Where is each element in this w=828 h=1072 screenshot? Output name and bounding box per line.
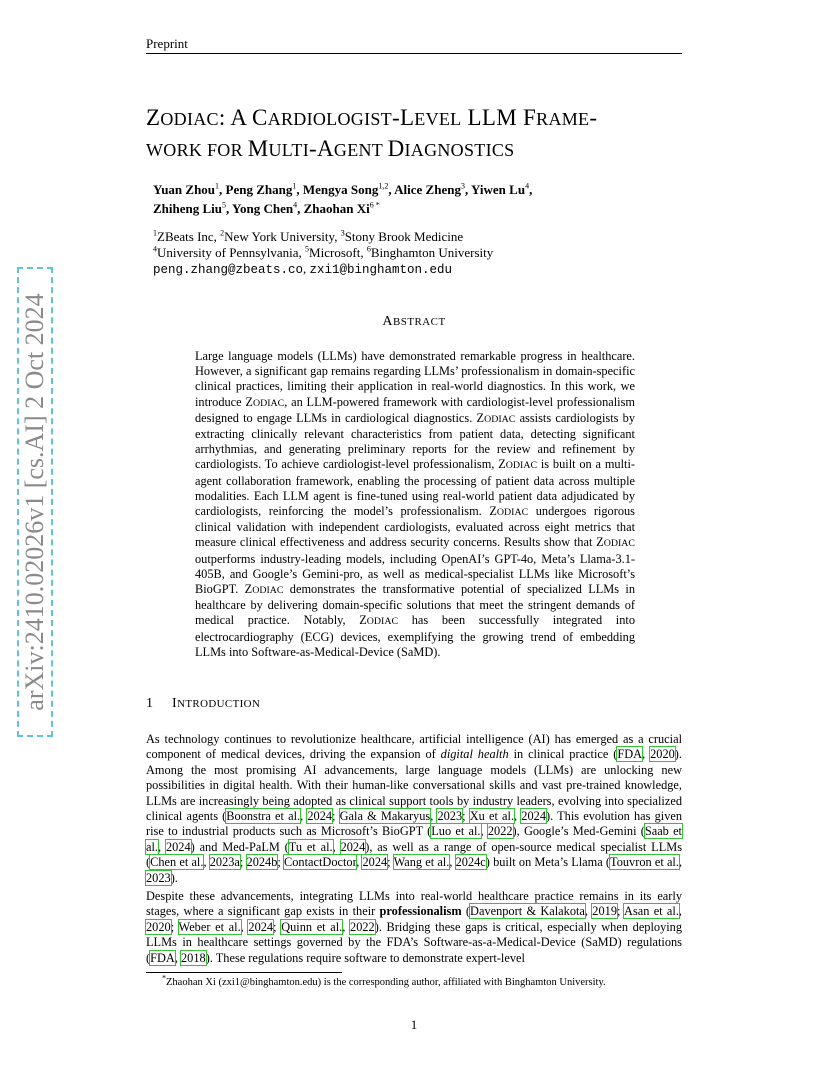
paragraph-text: ,: [678, 855, 683, 870]
affiliation-name: Binghamton University: [370, 245, 494, 260]
paragraph-text: professionalism: [379, 904, 462, 919]
paragraph-text: in clinical practice (: [508, 747, 618, 762]
citation-link[interactable]: 2020: [650, 747, 675, 762]
title-segment: IAGNOSTICS: [404, 140, 515, 160]
citation-link[interactable]: FDA: [150, 950, 175, 965]
author-affiliation-mark: 5: [222, 200, 227, 210]
citation-link[interactable]: 2024b: [246, 855, 278, 870]
author-list: [153, 180, 673, 218]
paragraph-text: ). These regulations require software to demonstrate expert-level: [205, 950, 525, 965]
paper-title: [146, 103, 686, 165]
paragraph-text: ,: [642, 747, 651, 762]
citation-link[interactable]: Weber et al.: [178, 919, 241, 934]
paragraph-text: ,: [332, 839, 341, 854]
paragraph-text: ,: [342, 919, 351, 934]
paragraph-text: ,: [584, 904, 593, 919]
framework-name: Z: [498, 457, 506, 472]
title-segment: LLM F: [461, 105, 537, 130]
citation-link[interactable]: Wang et al.: [393, 855, 450, 870]
affiliations: [153, 229, 673, 278]
author-separator: ,: [296, 182, 303, 197]
author-affiliation-mark: 1: [292, 181, 297, 191]
paragraph-text: ,: [356, 855, 363, 870]
paragraph-text: ). Among the most promising AI advancements, large language models (LLMs) are unlocking new possibilities in digital health. With their human-like conversational skills and vast pre-trained knowledge, LLMs are increasingly being adopted as clinical support tools by industry leaders, evolving into specialized clinical agents (: [146, 747, 682, 824]
email-address[interactable]: peng.zhang@zbeats.co: [153, 263, 304, 277]
author-affiliation-mark: 4: [525, 181, 530, 191]
citation-link[interactable]: 2024: [362, 855, 388, 870]
citation-link[interactable]: 2023a: [209, 855, 240, 870]
framework-name: Z: [489, 504, 497, 519]
paragraph-text: ,: [480, 824, 488, 839]
citation-link[interactable]: 2024: [340, 839, 366, 854]
paragraph-text: ;: [277, 855, 285, 870]
footnote: [162, 973, 682, 988]
author-name: Zhaohan Xi: [303, 201, 370, 216]
title-segment: WORK FOR: [146, 140, 248, 160]
framework-name: ODIAC: [496, 507, 529, 519]
citation-link[interactable]: FDA: [617, 747, 643, 762]
paragraph-text: ,: [240, 919, 249, 934]
intro-paragraph-2: [146, 889, 682, 966]
title-line-2: [146, 134, 686, 165]
citation-link[interactable]: Touvron et al.: [610, 855, 679, 870]
paragraph-text: ,: [300, 809, 308, 824]
affiliation-mark: 3: [340, 228, 345, 238]
title-segment: -A: [309, 136, 334, 161]
running-header: Preprint: [146, 36, 188, 51]
citation-link[interactable]: 2019: [592, 904, 617, 919]
affiliation-name: ZBeats Inc,: [157, 229, 221, 244]
citation-link[interactable]: Chen et al.: [150, 855, 204, 870]
heading-initial: I: [172, 696, 178, 711]
paragraph-text: (: [461, 904, 471, 919]
title-segment: ULTI: [268, 140, 310, 160]
author-affiliation-mark: 6 *: [369, 200, 380, 210]
citation-link[interactable]: Davenport & Kalakota: [470, 904, 585, 919]
paragraph-text: ).: [170, 870, 178, 885]
footnote-text: Zhaohan Xi (zxi1@binghamton.edu) is the corresponding author, affiliated with Binghamton University.: [166, 977, 606, 988]
title-segment: RAME: [536, 109, 590, 129]
affiliation-name: New York University,: [224, 229, 341, 244]
paragraph-text: ). This evolution has given rise to industrial products such as Microsoft’s BioGPT (: [146, 809, 683, 839]
citation-link[interactable]: 2024: [165, 839, 191, 854]
paragraph-text: ;: [616, 904, 625, 919]
author-affiliation-mark: 4: [293, 200, 298, 210]
arxiv-id[interactable]: arXiv:2410.02026v1 [cs.AI] 2 Oct 2024: [20, 293, 49, 711]
abstract-text: , an LLM-powered framework with cardiologist-level professionalism designed to engage LLMs in cardiological diagnostics.: [195, 394, 635, 425]
citation-link[interactable]: 2024: [248, 919, 274, 934]
paragraph-text: As technology continues to revolutionize healthcare, artificial intelligence (AI) has emerged as a crucial component of medical devices, driving the expansion of: [146, 732, 682, 762]
paragraph-text: ,: [514, 809, 522, 824]
affiliation-name: Microsoft,: [309, 245, 367, 260]
abstract-text: demonstrates the transformative potential of specialized LLMs in healthcare by delivering domain-specific solutions that meet the stringent demands of medical practice. Notably,: [195, 582, 635, 628]
author-affiliation-mark: 3: [460, 181, 465, 191]
citation-link[interactable]: Boonstra et al.: [226, 809, 301, 824]
framework-name: Z: [596, 535, 604, 550]
affiliation-mark: 1: [153, 228, 157, 238]
author-separator: ,: [297, 201, 304, 216]
abstract-text: assists cardiologists by extracting clinically relevant characteristics from patient data, detecting significant arrhythmias, and generating preliminary reports for the review and refinement by cardiologists. To achieve cardiologist-level professionalism,: [195, 410, 635, 472]
citation-link[interactable]: 2023: [146, 870, 171, 885]
author-separator: ,: [388, 182, 395, 197]
heading-rest: NTRODUCTION: [177, 698, 261, 710]
framework-name: ODIAC: [252, 585, 284, 597]
author-name: Peng Zhang: [225, 182, 293, 197]
footnote-rule: [146, 972, 342, 973]
paragraph-text: ,: [430, 809, 438, 824]
author-affiliation-mark: 1: [215, 181, 220, 191]
title-line-1: [146, 103, 686, 134]
citation-link[interactable]: 2018: [181, 950, 206, 965]
header-rule: [146, 53, 682, 54]
paragraph-text: ). Bridging these gaps is critical, especially when deploying LLMs in healthcare settings governed by the FDA’s Software-as-a-Medical-Device (SaMD) regulations (: [146, 919, 683, 965]
title-segment: ARDIOLOGIST: [267, 109, 392, 129]
citation-link[interactable]: 2022: [350, 919, 375, 934]
affiliation-line-1: [153, 229, 673, 245]
title-segment: Z: [146, 105, 161, 130]
citation-link[interactable]: 2020: [146, 919, 171, 934]
framework-name: ODIAC: [484, 413, 516, 425]
citation-link[interactable]: Asan et al.: [624, 904, 679, 919]
heading-initial: A: [382, 314, 394, 329]
paragraph-text: ;: [387, 855, 394, 870]
affiliation-mark: 2: [220, 228, 225, 238]
paragraph-text: ;: [332, 809, 340, 824]
affiliation-mark: 4: [153, 244, 157, 254]
citation-link[interactable]: Gala & Makaryus: [339, 809, 431, 824]
abstract-heading: [0, 314, 828, 330]
title-segment: : A: [218, 105, 253, 130]
paragraph-text: ) built on Meta’s Llama (: [485, 855, 611, 870]
section-heading: [146, 696, 260, 712]
citation-link[interactable]: 2023: [437, 809, 463, 824]
section-title: [172, 696, 260, 711]
citation-link[interactable]: 2022: [487, 824, 513, 839]
author-name: Yuan Zhou: [153, 182, 216, 197]
paragraph-text: ;: [239, 855, 247, 870]
framework-name: Z: [476, 410, 485, 425]
section-number: 1: [146, 696, 154, 711]
author-name: Mengya Song: [302, 182, 379, 197]
title-segment: M: [247, 136, 269, 161]
paragraph-text: ;: [273, 919, 282, 934]
email-line: [153, 261, 673, 278]
paragraph-text: ), as well as a range of open-source medical specialist LLMs (: [146, 839, 683, 870]
abstract-text: Large language models (LLMs) have demonstrated remarkable progress in healthcare. However, a significant gap remains regarding LLMs’ professionalism in domain-specific clinical practices, limiting their application in real-world diagnostics. In this work, we introduce: [195, 349, 635, 409]
citation-link[interactable]: Tu et al.: [288, 839, 333, 854]
title-segment: EVEL: [414, 109, 462, 129]
author-affiliation-mark: 1,2: [378, 181, 389, 191]
framework-name: ODIAC: [505, 460, 538, 472]
affiliation-name: University of Pennsylvania,: [157, 245, 306, 260]
title-segment: GENT: [333, 140, 388, 160]
framework-name: Z: [245, 394, 253, 409]
footnote-mark: *: [162, 973, 166, 983]
heading-rest: BSTRACT: [393, 316, 446, 328]
title-segment: C: [252, 105, 268, 130]
paragraph-text: Despite these advancements, integrating LLMs into real-world healthcare practice remains in its early stages, where a significant gap exists in their: [146, 889, 682, 919]
affiliation-mark: 6: [366, 244, 371, 254]
arxiv-side-stamp[interactable]: [17, 267, 53, 737]
title-segment: ODIAC: [160, 109, 219, 129]
paragraph-text: ;: [462, 809, 470, 824]
framework-name: ODIAC: [252, 397, 285, 409]
framework-name: Z: [244, 582, 253, 597]
author-name: Zhiheng Liu: [153, 201, 223, 216]
author-separator: ,: [226, 201, 233, 216]
abstract-text: is built on a multi-agent collaboration framework, enabling the processing of patient data across multiple modalities. Each LLM agent is fine-tuned using real-world patient data adjudicated by cardiologists, reinforcing the model’s professionalism.: [195, 457, 636, 519]
framework-name: Z: [359, 613, 367, 628]
citation-link[interactable]: Xu et al.: [469, 809, 515, 824]
citation-link[interactable]: 2024c: [455, 855, 486, 870]
title-segment: -: [589, 105, 598, 130]
citation-link[interactable]: Saab et al.: [146, 824, 682, 854]
author-separator: ,: [529, 182, 533, 197]
author-name: Yiwen Lu: [471, 182, 526, 197]
paragraph-text: ,: [203, 855, 210, 870]
title-segment: -L: [391, 105, 415, 130]
abstract-body: [195, 349, 635, 660]
affiliation-line-2: [153, 245, 673, 261]
paragraph-text: ;: [170, 919, 179, 934]
framework-name: ODIAC: [603, 538, 635, 550]
citation-link[interactable]: Quinn et al.: [281, 919, 343, 934]
email-separator: ,: [303, 261, 310, 276]
author-name: Alice Zheng: [394, 182, 461, 197]
paragraph-text: ,: [678, 904, 682, 919]
intro-paragraph-1: [146, 732, 682, 886]
paragraph-text: ) and Med-PaLM (: [190, 839, 289, 854]
abstract-text: has been successfully integrated into electrocardiography (ECG) devices, exemplifying the growing trend of embedding LLMs into Software-as-Medical-Device (SaMD).: [195, 613, 635, 659]
citation-link[interactable]: 2024: [307, 809, 333, 824]
affiliation-name: Stony Brook Medicine: [344, 229, 464, 244]
paragraph-text: ), Google’s Med-Gemini (: [512, 824, 645, 839]
paragraph-text: ,: [158, 839, 166, 854]
paragraph-text: digital health: [440, 747, 509, 762]
title-segment: D: [387, 136, 405, 161]
author-separator: ,: [219, 182, 226, 197]
author-name: Yong Chen: [232, 201, 294, 216]
paragraph-text: ,: [174, 950, 181, 965]
citation-link[interactable]: Luo et al.: [431, 824, 481, 839]
page-number: 1: [410, 1017, 418, 1032]
citation-link[interactable]: ContactDoctor: [284, 855, 357, 870]
affiliation-mark: 5: [305, 244, 310, 254]
paragraph-text: ,: [449, 855, 456, 870]
citation-link[interactable]: 2024: [521, 809, 546, 824]
author-separator: ,: [464, 182, 471, 197]
framework-name: ODIAC: [366, 616, 399, 628]
abstract-text: undergoes rigorous clinical validation with independent cardiologists, evaluated across eight metrics that measure clinical effectiveness and address security concerns. Results show that: [195, 504, 635, 550]
abstract-text: outperforms industry-leading models, including OpenAI’s GPT-4o, Meta’s Llama-3.1-405B, and Google’s Gemini-pro, as well as medical-specialist LLMs like Microsoft’s BioGPT.: [195, 551, 635, 597]
email-address[interactable]: zxi1@binghamton.edu: [309, 263, 453, 277]
